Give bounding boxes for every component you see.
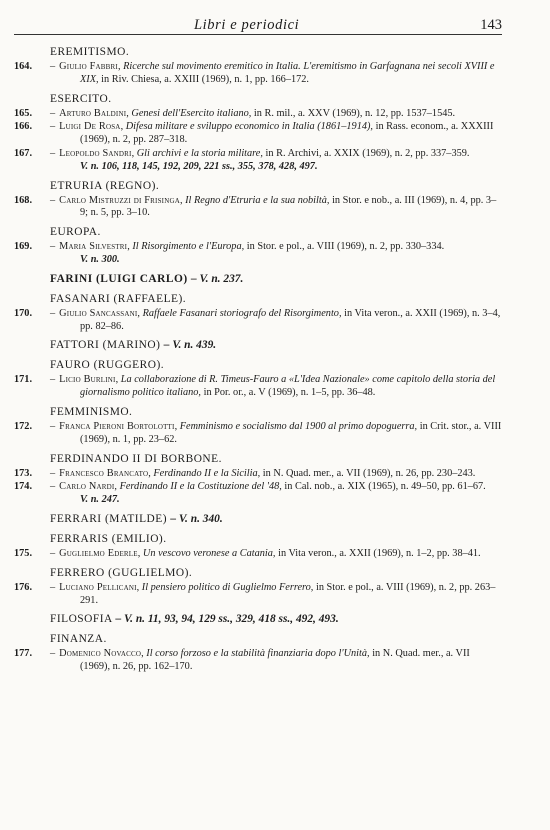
entry-source: in Rass. econom., a. XXXIII (1969), n. 2, pp. 287–318. — [80, 121, 494, 146]
entry-title: Ferdinando II e la Costituzione del '48, — [119, 481, 282, 493]
subject-section — [14, 179, 502, 221]
subject-section — [14, 566, 502, 608]
entry-number: 168. — [14, 194, 33, 206]
entry-author: Guglielmo Ederle — [59, 547, 138, 559]
entry-title: La collaborazione di R. Timeus-Fauro a «L'Idea Nazionale» come capitolo della storia del giornalismo politico italiano, — [80, 374, 496, 399]
entry-number: 170. — [14, 307, 33, 319]
entry-author: Luigi De Rosa — [59, 121, 121, 133]
subject-heading — [14, 532, 502, 547]
subject-heading — [14, 338, 502, 353]
entry-source: in Vita veron., a. XXII (1969), n. 1–2, pp. 38–41. — [278, 547, 481, 559]
entry-dash: – — [50, 581, 56, 593]
entry-number: 166. — [14, 121, 33, 133]
entry-author: Carlo Mistruzzi di Frisinga — [59, 194, 180, 206]
bibliography-entry: 167. – Leopoldo Sandri, Gli archivi e la storia militare, in R. Archivi, a. XXIX (1969), n. 2, pp. 337–359. — [14, 147, 470, 159]
entry-dash: – — [50, 194, 56, 206]
entry-number: 165. — [14, 107, 33, 119]
entry-title: Un vescovo veronese a Catania, — [142, 547, 276, 559]
entry-dash: – — [50, 241, 56, 253]
subject-heading-text: EUROPA. — [50, 226, 101, 239]
running-head-title: Libri e periodici — [194, 17, 300, 33]
subject-heading-text: FAURO (RUGGERO). — [50, 359, 165, 372]
subject-heading — [14, 612, 502, 627]
cross-reference: V. n. 247. — [80, 494, 120, 506]
entry-author: Leopoldo Sandri — [59, 147, 132, 159]
subject-heading-text: FASANARI (RAFFAELE). — [50, 292, 187, 305]
bibliography-entry: 172. – Franca Pieroni Bortolotti, Femminismo e socialismo dal 1900 al primo dopoguerra, in Crit. stor., a. VIII (1969), n. 1, pp. 23–62. — [14, 420, 502, 445]
subject-section — [14, 452, 502, 507]
entry-dash: – — [50, 420, 56, 432]
bibliography-entry: 169. – Maria Silvestri, Il Risorgimento e l'Europa, in Stor. e pol., a. VIII (1969), n. 2, pp. 330–334. — [14, 241, 445, 253]
entry-author: Arturo Baldini — [59, 107, 127, 119]
bibliography-entry: 177. – Domenico Novacco, Il corso forzoso e la stabilità finanziaria dopo l'Unità, in N. Quad. mer., a. VII (1969), n. 26, pp. 162–170. — [14, 648, 470, 673]
heading-cross-reference: – V. n. 11, 93, 94, 129 ss., 329, 418 ss., 492, 493. — [115, 613, 339, 626]
entry-dash: – — [50, 147, 56, 159]
entry-author: Luciano Pellicani — [59, 581, 137, 593]
subject-section — [14, 225, 502, 267]
entry-title: Genesi dell'Esercito italiano, — [131, 107, 252, 119]
entry-source: in Cal. nob., a. XIX (1965), n. 49–50, pp. 61–67. — [284, 481, 486, 493]
entry-number: 167. — [14, 147, 33, 159]
cross-reference: V. n. 300. — [80, 253, 120, 265]
entry-number: 174. — [14, 481, 33, 493]
entry-number: 164. — [14, 61, 33, 72]
entry-dash: – — [50, 107, 56, 119]
entry-source: in R. Archivi, a. XXIX (1969), n. 2, pp. 337–359. — [265, 147, 470, 159]
entry-title: Femminismo e socialismo dal 1900 al primo dopoguerra, — [179, 420, 418, 432]
subject-section — [14, 45, 502, 87]
entry-number: 171. — [14, 374, 33, 386]
entry-title: Ferdinando II e la Sicilia, — [153, 467, 261, 479]
entry-number: 175. — [14, 547, 33, 559]
entry-dash: – — [50, 467, 56, 479]
subject-heading — [14, 45, 502, 60]
entry-number: 177. — [14, 648, 33, 660]
subject-section — [14, 92, 502, 174]
subject-heading-text: FERRERO (GUGLIELMO). — [50, 566, 193, 579]
entry-author: Giulio Sancassani — [59, 307, 138, 319]
entry-dash: – — [50, 121, 56, 133]
bibliography-entry: 168. – Carlo Mistruzzi di Frisinga, Il Regno d'Etruria e la sua nobiltà, in Stor. e nob., a. III (1969), n. 4, pp. 3–9; n. 5, pp. 3–10. — [14, 194, 497, 219]
entry-number: 169. — [14, 241, 33, 253]
subject-heading-text: ETRURIA (REGNO). — [50, 179, 160, 192]
bibliography-entry: 173. – Francesco Brancato, Ferdinando II e la Sicilia, in N. Quad. mer., a. VII (1969), n. 26, pp. 230–243. — [14, 467, 476, 479]
subject-heading-text: FINANZA. — [50, 633, 107, 646]
entry-source: in Crit. stor., a. VIII (1969), n. 1, pp. 23–62. — [80, 420, 502, 445]
subject-heading — [14, 92, 502, 107]
entry-source: in N. Quad. mer., a. VII (1969), n. 26, pp. 162–170. — [80, 648, 470, 673]
cross-reference: V. n. 106, 118, 145, 192, 209, 221 ss., 355, 378, 428, 497. — [80, 160, 318, 172]
page-number: 143 — [480, 17, 502, 33]
entry-dash: – — [50, 307, 56, 319]
entry-author: Giulio Fabbri — [59, 61, 118, 72]
subject-heading — [14, 512, 502, 527]
subject-heading — [14, 179, 502, 194]
bibliography-entry: 175. – Guglielmo Ederle, Un vescovo veronese a Catania, in Vita veron., a. XXII (1969), n. 1–2, pp. 38–41. — [14, 547, 481, 559]
entry-title: Il corso forzoso e la stabilità finanziaria dopo l'Unità, — [146, 648, 370, 660]
subject-section — [14, 272, 502, 287]
bibliography-entry: 164. – Giulio Fabbri, Ricerche sul movimento eremitico in Italia. L'eremitismo in Garfagnana nei secoli XVIII e XIX, in Riv. Chiesa, a. XXIII (1969), n. 1, pp. 166–172. — [14, 61, 495, 85]
entry-dash: – — [50, 481, 56, 493]
subject-heading-text: FERRARIS (EMILIO). — [50, 532, 167, 545]
entry-dash: – — [50, 374, 56, 386]
bibliography-entry: 165. – Arturo Baldini, Genesi dell'Esercito italiano, in R. mil., a. XXV (1969), n. 12, pp. 1537–1545. — [14, 107, 456, 119]
subject-heading-text: FARINI (LUIGI CARLO) — [50, 272, 188, 285]
entry-title: Il Regno d'Etruria e la sua nobiltà, — [185, 194, 330, 206]
subject-heading — [14, 452, 502, 467]
entry-author: Licio Burlini — [59, 374, 116, 386]
subject-section — [14, 292, 502, 334]
entry-source: in Por. or., a. V (1969), n. 1–5, pp. 36–48. — [203, 387, 376, 399]
bibliography-entry: 176. – Luciano Pellicani, Il pensiero politico di Guglielmo Ferrero, in Stor. e pol., a. VIII (1969), n. 2, pp. 263–291. — [14, 581, 496, 606]
entry-title: Raffaele Fasanari storiografo del Risorgimento, — [142, 307, 342, 319]
heading-cross-reference: – V. n. 237. — [190, 272, 244, 285]
subject-heading — [14, 272, 502, 287]
bibliography-entry: 170. – Giulio Sancassani, Raffaele Fasanari storiografo del Risorgimento, in Vita veron., a. XXII (1969), n. 3–4, pp. 82–86. — [14, 307, 501, 332]
subject-heading-text: FERRARI (MATILDE) — [50, 512, 168, 525]
entry-source: in Riv. Chiesa, a. XXIII (1969), n. 1, pp. 166–172. — [101, 73, 309, 85]
entry-source: in N. Quad. mer., a. VII (1969), n. 26, pp. 230–243. — [262, 467, 476, 479]
entry-dash: – — [50, 648, 56, 660]
entry-number: 172. — [14, 420, 33, 432]
entry-source: in Stor. e pol., a. VIII (1969), n. 2, pp. 263–291. — [80, 581, 496, 606]
entry-dash: – — [50, 61, 56, 72]
entry-author: Franca Pieroni Bortolotti — [59, 420, 175, 432]
subject-heading — [14, 566, 502, 581]
entry-title: Ricerche sul movimento eremitico in Italia. L'eremitismo in Garfagnana nei secoli XVIII e XIX, — [80, 61, 495, 85]
running-head — [14, 14, 502, 35]
entry-dash: – — [50, 547, 56, 559]
entry-source: in Vita veron., a. XXII (1969), n. 3–4, pp. 82–86. — [80, 307, 501, 332]
subject-heading — [14, 358, 502, 373]
entry-author: Carlo Nardi — [59, 481, 115, 493]
entry-title: Difesa militare e sviluppo economico in Italia (1861–1914), — [125, 121, 373, 133]
entry-source: in Stor. e nob., a. III (1969), n. 4, pp. 3–9; n. 5, pp. 3–10. — [80, 194, 497, 219]
bibliography-list — [14, 40, 502, 674]
subject-heading — [14, 292, 502, 307]
subject-section — [14, 358, 502, 400]
bibliography-entry: 171. – Licio Burlini, La collaborazione di R. Timeus-Fauro a «L'Idea Nazionale» come capitolo della storia del giornalismo politico italiano, in Por. or., a. V (1969), n. 1–5, pp. 36–48. — [14, 374, 496, 399]
subject-section — [14, 338, 502, 353]
subject-section — [14, 512, 502, 527]
entry-author: Francesco Brancato — [59, 467, 149, 479]
entry-title: Gli archivi e la storia militare, — [136, 147, 263, 159]
bibliography-entry: 174. – Carlo Nardi, Ferdinando II e la Costituzione del '48, in Cal. nob., a. XIX (1965), n. 49–50, pp. 61–67. — [14, 481, 486, 493]
subject-heading — [14, 405, 502, 420]
entry-title: Il pensiero politico di Guglielmo Ferrero, — [141, 581, 314, 593]
entry-source: in R. mil., a. XXV (1969), n. 12, pp. 1537–1545. — [253, 107, 456, 119]
subject-section — [14, 405, 502, 447]
heading-cross-reference: – V. n. 439. — [163, 339, 217, 352]
subject-heading-text: EREMITISMO. — [50, 46, 130, 58]
subject-heading — [14, 632, 502, 647]
subject-heading-text: FEMMINISMO. — [50, 405, 133, 418]
subject-section — [14, 612, 502, 627]
entry-number: 176. — [14, 581, 33, 593]
entry-source: in Stor. e pol., a. VIII (1969), n. 2, pp. 330–334. — [246, 241, 445, 253]
entry-author: Maria Silvestri — [59, 241, 128, 253]
entry-author: Domenico Novacco — [59, 648, 142, 660]
subject-heading-text: FATTORI (MARINO) — [50, 339, 161, 352]
bibliography-entry: 166. – Luigi De Rosa, Difesa militare e sviluppo economico in Italia (1861–1914), in Rass. econom., a. XXXIII (1969), n. 2, pp. 287–318. — [14, 121, 494, 146]
entry-number: 173. — [14, 467, 33, 479]
subject-section — [14, 532, 502, 561]
subject-heading-text: FILOSOFIA — [50, 613, 113, 626]
subject-heading — [14, 225, 502, 240]
entry-title: Il Risorgimento e l'Europa, — [132, 241, 245, 253]
subject-heading-text: FERDINANDO II DI BORBONE. — [50, 452, 222, 465]
heading-cross-reference: – V. n. 340. — [170, 512, 223, 525]
subject-heading-text: ESERCITO. — [50, 92, 112, 105]
subject-section — [14, 632, 502, 674]
